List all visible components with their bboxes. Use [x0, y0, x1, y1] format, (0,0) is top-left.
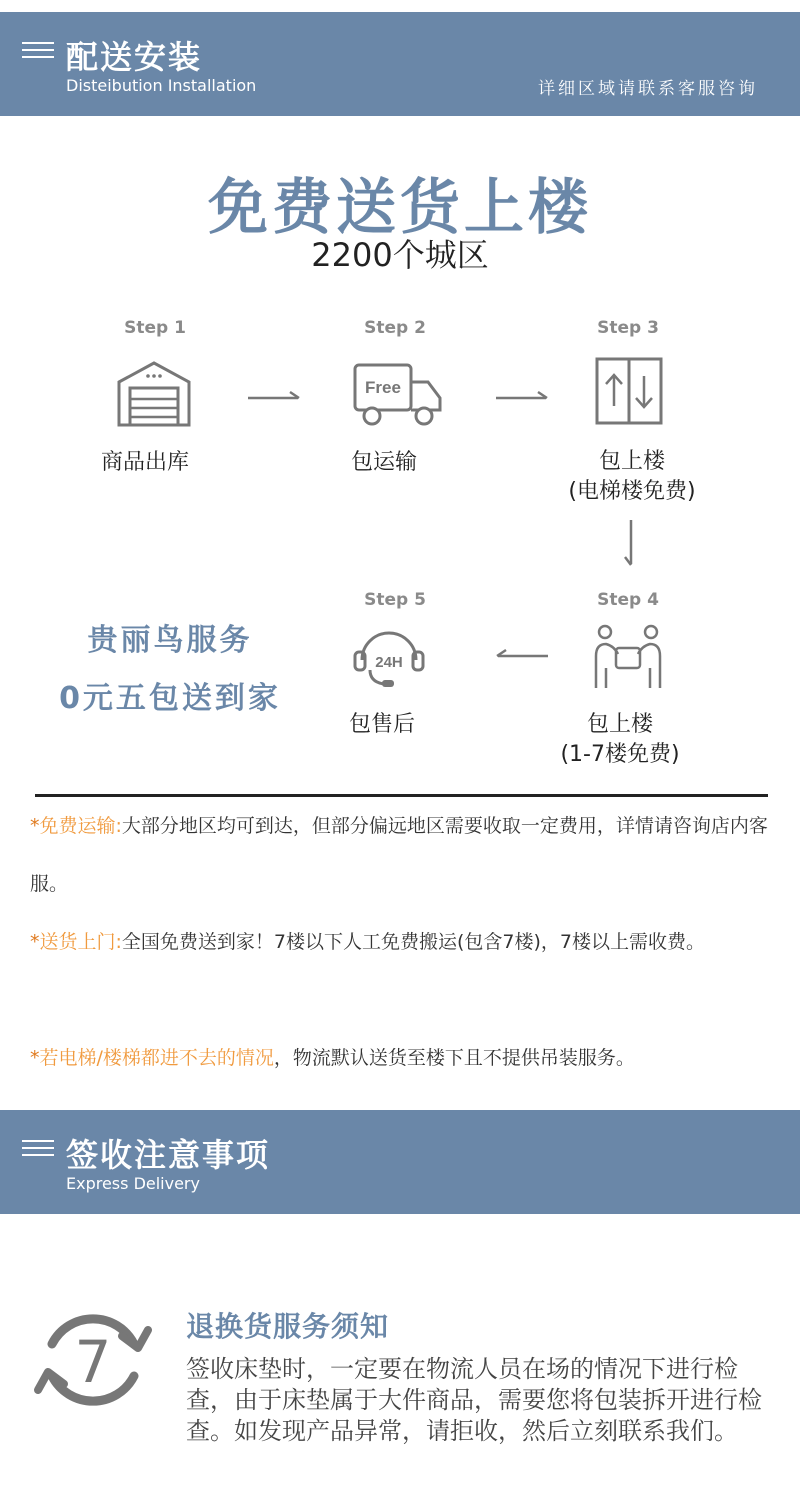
notice-title: 退换货服务须知 — [186, 1310, 390, 1343]
step-3-label: Step 3 — [597, 318, 659, 338]
note-highlight: 送货上门: — [39, 931, 122, 953]
section-header-delivery — [0, 12, 800, 116]
step-2-label: Step 2 — [364, 318, 426, 338]
support-24h-text: 24H — [375, 654, 403, 671]
step-5-name: 包售后 — [348, 712, 415, 737]
menu-lines-icon — [22, 1138, 54, 1158]
note-text: 大部分地区均可到达，但部分偏远地区需要收取一定费用，详情请咨询店内客服。 — [30, 815, 768, 895]
note-star: * — [30, 815, 40, 837]
arrow-right-icon — [246, 390, 302, 402]
promo-line-1: 贵丽鸟服务 — [87, 623, 253, 658]
arrow-left-icon — [494, 648, 550, 662]
step-3-name-line2: (电梯楼免费) — [568, 479, 696, 504]
step-4-name-line2: (1-7楼免费) — [560, 742, 680, 767]
arrow-right-icon — [494, 390, 550, 402]
note-door-delivery — [30, 913, 770, 971]
truck-free-text: Free — [365, 378, 401, 397]
promo-line-2: 0元五包送到家 — [59, 681, 281, 716]
note-highlight: 若电梯/楼梯都进不去的情况 — [39, 1047, 274, 1069]
step-1-label: Step 1 — [124, 318, 186, 338]
menu-lines-icon — [22, 40, 54, 60]
section-header-receipt — [0, 1110, 800, 1214]
return-days-text: 7 — [74, 1328, 112, 1396]
step-4-label: Step 4 — [597, 590, 659, 610]
note-no-access — [30, 1029, 770, 1087]
contact-note: 详细区域请联系客服咨询 — [538, 79, 758, 99]
seven-day-return-icon — [30, 1300, 156, 1420]
note-star: * — [30, 1047, 40, 1069]
note-star: * — [30, 931, 40, 953]
step-3-name-line1: 包上楼 — [598, 449, 665, 474]
step-1-name: 商品出库 — [100, 450, 189, 475]
step-4-name-line1: 包上楼 — [586, 712, 653, 737]
warehouse-icon — [116, 360, 192, 428]
step-2-name: 包运输 — [350, 450, 417, 475]
arrow-down-icon — [622, 518, 640, 568]
section-subtitle: Disteibution Installation — [66, 76, 257, 95]
note-text: 全国免费送到家！7楼以下人工免费搬运(包含7楼)，7楼以上需收费。 — [121, 931, 705, 953]
movers-icon — [590, 622, 666, 690]
elevator-icon — [594, 356, 664, 426]
step-5-label: Step 5 — [364, 590, 426, 610]
support-headset-icon — [352, 624, 426, 692]
hero-title: 免费送货上楼 — [208, 173, 592, 243]
section-title: 配送安装 — [66, 38, 203, 76]
notice-body: 签收床垫时，一定要在物流人员在场的情况下进行检查，由于床垫属于大件商品，需要您将包装拆开进行检查。如发现产品异常，请拒收，然后立刻联系我们。 — [186, 1355, 762, 1445]
hero-subtitle: 2200个城区 — [311, 236, 489, 274]
section-subtitle: Express Delivery — [66, 1174, 200, 1193]
note-highlight: 免费运输: — [39, 815, 122, 837]
section-title: 签收注意事项 — [66, 1136, 271, 1174]
truck-icon — [352, 362, 444, 428]
note-free-shipping — [30, 797, 770, 913]
note-text: ，物流默认送货至楼下且不提供吊装服务。 — [273, 1047, 635, 1069]
